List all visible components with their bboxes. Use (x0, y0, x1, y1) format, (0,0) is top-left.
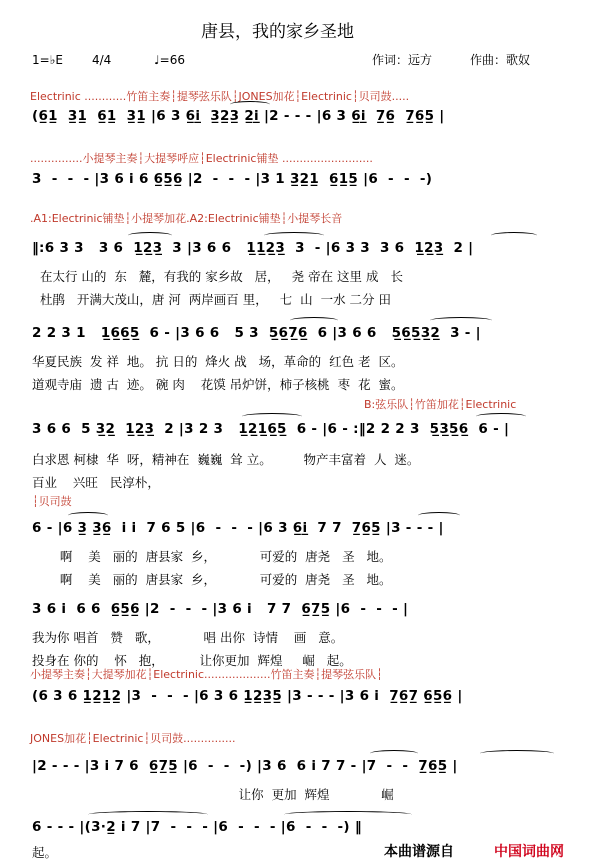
slur-mark (284, 811, 412, 818)
lyric-line: 白求恩 柯棣 华 呀，精神在 巍巍 耸 立。 物产丰富着 人 迷。 (32, 452, 420, 467)
lyric-line: 让你 更加 辉煌 崛 (32, 787, 394, 802)
notation-line: |2 - - - |3 i 7 6 6̲7̲5̲ |6 - - -) |3 6 6 i 7 7 - |7 - - 7̲6̲5̲ | (32, 758, 458, 774)
lyric-line: 啊 美 丽的 唐县家 乡， 可爱的 唐尧 圣 地。 (32, 572, 392, 587)
slur-mark (290, 317, 338, 324)
notation-line: (6̲1̲ 3̲1̲ 6̲1̲ 3̲1̲ |6 3 6̲i̲ 3̲2̲3̲ 2̲i̲ |2 - - - |6 3 6̲i̲ 7̲6̲ 7̲6̲5̲ | (32, 108, 445, 124)
lyricist-credit: 作词：远方 (372, 53, 433, 67)
lyric-line: 在太行 山的 东 麓，有我的 家乡故 居， 尧 帝在 这里 成 长 (32, 269, 403, 284)
notation-line: 6 - |6 3̲ 3̲6̲ i i 7 6 5 |6 - - - |6 3 6̲i̲ 7 7 7̲6̲5̲ |3 - - - | (32, 520, 444, 536)
notation-line: 6 - - - |(3·2̲ i 7 |7 - - - |6 - - - |6 - - -) ‖ (32, 819, 362, 835)
slur-mark (68, 512, 108, 519)
tempo-marking: ♩=66 (154, 53, 185, 67)
song-title: 唐县，我的家乡圣地 (201, 22, 354, 42)
lyric-line: 道观寺庙 遗 古 迹。 碗 肉 花馍 吊炉饼，柿子核桃 枣 花 蜜。 (32, 377, 404, 392)
lyric-line: 百业 兴旺 民淳朴， (32, 475, 160, 490)
lyric-line: 杜鹃 开满大茂山，唐 河 两岸画百 里， 七 山 一水 二分 田 (32, 292, 392, 307)
lyric-line: 起。 (32, 845, 58, 860)
composer-credit: 作曲：歌奴 (470, 53, 531, 67)
slur-mark (128, 232, 172, 239)
slur-mark (476, 413, 526, 420)
site-link[interactable]: 中国词曲网 (494, 844, 564, 860)
slur-mark (480, 750, 554, 757)
slur-mark (264, 232, 324, 239)
slur-mark (491, 232, 537, 239)
instrument-cue: 小提琴主奏┆大提琴加花┆Electrinic...................竹笛主奏┆提琴弦乐队┆ (30, 668, 383, 681)
source-label: 本曲谱源自 (384, 844, 454, 860)
lyric-line: 投身在 你的 怀 抱， 让你更加 辉煌 崛 起。 (32, 653, 352, 668)
notation-line: 2 2 3 1 1̲6̲6̲5̲ 6 - |3 6 6 5 3 5̲6̲7̲6̲ 6 |3 6 6 5̲6̲5̲3̲2̲ 3 - | (32, 325, 481, 341)
slur-mark (230, 101, 270, 108)
slur-mark (430, 317, 492, 324)
notation-line: 3 6 i 6 6 6̲5̲6̲ |2 - - - |3 6 i 7 7 6̲7̲5̲ |6 - - - | (32, 601, 409, 617)
time-signature: 4/4 (92, 53, 112, 67)
lyric-line: 华夏民族 发 祥 地。 抗 日的 烽火 战 场，革命的 红色 老 区。 (32, 354, 404, 369)
slur-mark (370, 750, 418, 757)
lyric-line: 啊 美 丽的 唐县家 乡， 可爱的 唐尧 圣 地。 (32, 549, 392, 564)
instrument-cue: Electrinic ............竹笛主奏┆提琴弦乐队┆JONES加花┆Electrinic┆贝司鼓..... (30, 90, 410, 103)
notation-line: (6 3 6 1̲2̲1̲2̲ |3 - - - |6 3 6 1̲2̲3̲5̲ |3 - - - |3 6 i 7̲6̲7̲ 6̲5̲6̲ | (32, 688, 463, 704)
instrument-cue: ...............小提琴主奏┆大提琴呼应┆Electrinic铺垫 .......................... (30, 152, 373, 165)
slur-mark (418, 512, 460, 519)
lyric-line: 我为你 唱首 赞 歌， 唱 出你 诗情 画 意。 (32, 630, 344, 645)
instrument-cue: ┆贝司鼓 (32, 495, 72, 508)
instrument-cue: JONES加花┆Electrinic┆贝司鼓............... (30, 732, 236, 745)
slur-mark (242, 413, 302, 420)
key-signature: 1=♭E (32, 53, 63, 67)
notation-line: 3 - - - |3 6 i 6 6̲5̲6̲ |2 - - - |3 1 3̲2̲1̲ 6̲1̲5̲ |6 - - -) (32, 171, 438, 187)
instrument-cue: B:弦乐队┆竹笛加花┆Electrinic (364, 398, 517, 411)
notation-line: ‖:6 3 3 3 6 1̲2̲3̲ 3 |3 6 6 1̲1̲2̲3̲ 3 - |6 3 3 3 6 1̲2̲3̲ 2 | (32, 240, 474, 256)
instrument-cue: .A1:Electrinic铺垫┆小提琴加花.A2:Electrinic铺垫┆小提琴长音 (30, 212, 343, 225)
slur-mark (88, 811, 208, 818)
notation-line: 3 6 6 5 3̲2̲ 1̲2̲3̲ 2 |3 2 3 1̲2̲1̲6̲5̲ 6 - |6 - :‖2 2 2 3 5̲3̲5̲6̲ 6 - | (32, 421, 510, 437)
